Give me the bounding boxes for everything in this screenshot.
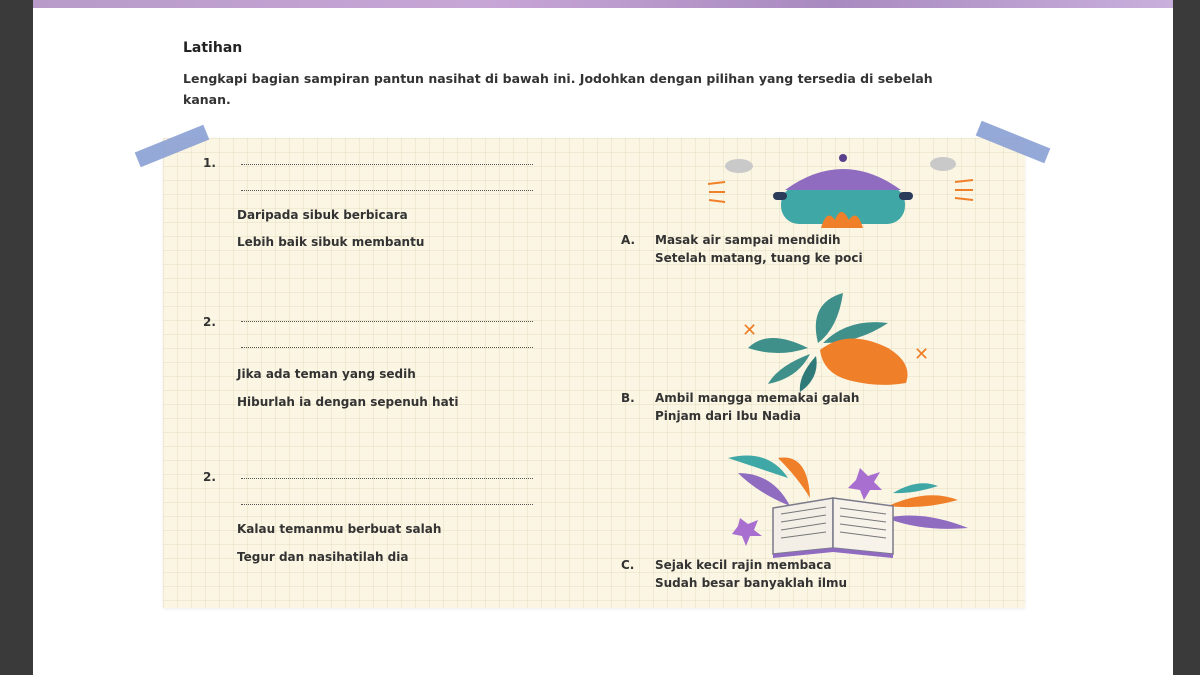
choice-line: Setelah matang, tuang ke poci [655, 251, 863, 265]
item-number: 1. [203, 156, 216, 170]
choice-letter: C. [621, 558, 635, 572]
open-book-icon [718, 448, 978, 558]
answer-blank-line[interactable] [241, 190, 533, 191]
page-heading: Latihan [183, 40, 243, 56]
choice-line: Pinjam dari Ibu Nadia [655, 409, 801, 423]
choice-letter: A. [621, 233, 636, 247]
choice-letter: B. [621, 391, 635, 405]
pantun-line: Tegur dan nasihatilah dia [237, 550, 409, 564]
worksheet-panel [163, 138, 1025, 608]
answer-blank-line[interactable] [241, 321, 533, 322]
cooking-pot-icon [703, 146, 983, 231]
item-number: 2. [203, 315, 216, 329]
pantun-line: Jika ada teman yang sedih [237, 367, 416, 381]
answer-blank-line[interactable] [241, 164, 533, 165]
pantun-line: Lebih baik sibuk membantu [237, 235, 425, 249]
pantun-line: Daripada sibuk berbicara [237, 208, 408, 222]
pantun-line: Kalau temanmu berbuat salah [237, 522, 442, 536]
item-number: 2. [203, 470, 216, 484]
mango-icon [728, 288, 968, 393]
document-page [33, 0, 1173, 675]
choice-line: Masak air sampai mendidih [655, 233, 841, 247]
answer-blank-line[interactable] [241, 478, 533, 479]
answer-blank-line[interactable] [241, 504, 533, 505]
svg-text:✕: ✕ [742, 320, 758, 341]
pantun-line: Hiburlah ia dengan sepenuh hati [237, 395, 459, 409]
choice-line: Sudah besar banyaklah ilmu [655, 576, 847, 590]
choice-line: Ambil mangga memakai galah [655, 391, 860, 405]
choice-line: Sejak kecil rajin membaca [655, 558, 832, 572]
top-decorative-band [33, 0, 1173, 8]
svg-text:✕: ✕ [914, 344, 930, 365]
instructions-text: Lengkapi bagian sampiran pantun nasihat di bawah ini. Jodohkan dengan pilihan yang tersedia di sebelah kanan. [183, 71, 933, 107]
answer-blank-line[interactable] [241, 347, 533, 348]
